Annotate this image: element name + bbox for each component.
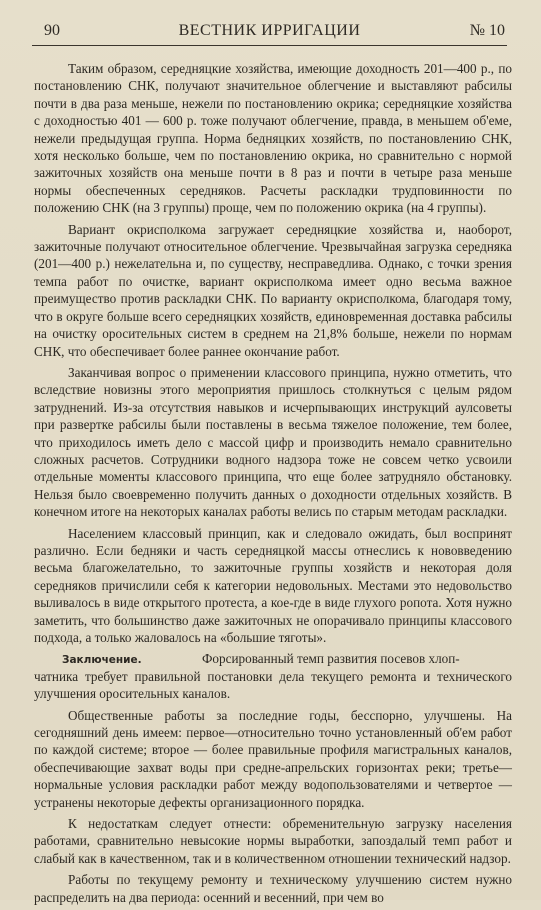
paragraph: Населением классовый принцип, как и следовало ожидать, был воспринят различно. Если бедняки и часть середняцкой массы отнеслись к нововведению весьма благожелательно, то зажиточные группы хозяйств и некоторая доля середняков причислили себя к категории недовольных. Местами это недовольство выливалось в виде открытого протеста, а кое-где в виде глухого ропота. Хотя нужно заметить, что большинство даже зажиточных не опорачивало принципы классового подхода, а только жаловалось на «большие тяготы». (34, 525, 512, 645)
conclusion-rest: чатника требует правильной постановки дела текущего ремонта и технического улучшения оросительных каналов. (34, 668, 512, 702)
paragraph: Работы по текущему ремонту и техническому улучшению систем нужно распределить на два периода: осенний и весенний, при чем во (34, 872, 512, 905)
article-body (34, 60, 512, 910)
section-heading: Заключение. (62, 654, 142, 667)
paragraph: Таким образом, середняцкие хозяйства, имеющие доходность 201—400 р., по постановлению СНК, получают значительное облегчение и выставляют рабсилы почти в два раза меньше, нежели по постановлению окрика; середняцкие хозяйства с доходностью 401 — 600 р. тоже получают облегчение, правда, в меньшем об'еме, нежели предыдущая группа. Норма бедняцких хозяйств, по постановлению СНК, хотя несколько больше, чем по постановлению окрика, но сравнительно с нормой зажиточных хозяйств она меньше почти в 8 раз и почти в четыре раза меньше нормы обеспеченных середняков. Расчеты раскладки трудповинности по положению СНК (на 3 группы) проще, чем по положению окрика (на 4 группы). (34, 61, 512, 216)
page-number: 90 (44, 22, 60, 39)
paragraph: К недостаткам следует отнести: обременительную загрузку населения работами, сравнительно невысокие нормы выработки, запоздалый темп работ и слабый как в качественном, так и в количественном отношении технический надзор. (34, 816, 512, 866)
running-header (34, 22, 505, 46)
header-rule (32, 45, 507, 46)
paragraph: Заканчивая вопрос о применении классового принципа, нужно отметить, что вследствие новизны этого мероприятия пришлось столкнуться с целым рядом затруднений. Из-за отсутствия навыков и исчерпывающих инструкций аулсоветы при развертке рабсилы были поставлены в весьма тяжелое положение, тем более, что приходилось иметь дело с массой цифр и производить немало сравнительно сложных расчетов. Сотрудники водного надзора тоже не совсем четко усвоили отдельные моменты классового принципа, что еще более затрудняло обстановку. Нельзя было своевременно получить данных о доходности отдельных хозяйств. В конечном итоге на некоторых каналах работы велись по старым методам раскладки. (34, 364, 512, 520)
paragraph: Вариант окрисполкома загружает середняцкие хозяйства и, наоборот, зажиточные получают относительное облегчение. Чрезвычайная загрузка середняка (201—400 р.) нежелательна и, по существу, несправедлива. Однако, с точки зрения темпа работ по очистке, вариант окрисполкома имеет одно весьма важное преимущество против раскладки СНК. По варианту окрисполкома, благодаря тому, что в округе больше всего середняцких хозяйств, единовременная доставка рабсилы на очистку оросительных систем в среднем на 21,8% больше, нежели по нормам СНК, что обеспечивает более раннее окончание работ. (34, 221, 512, 359)
journal-title: ВЕСТНИК ИРРИГАЦИИ (178, 22, 361, 39)
conclusion-section (34, 650, 512, 702)
issue-number: № 10 (469, 22, 505, 39)
conclusion-first-line: Форсированный темп развития посевов хлоп- (202, 651, 460, 667)
paragraph: Общественные работы за последние годы, бесспорно, улучшены. На сегодняшний день имеем: первое—относительно точно установленный об'ем работ по каждой системе; второе — более правильные профиля магистральных каналов, обеспечивающие захват воды при средне-апрельских горизонтах реки; третье—нормальные условия раскладки работ между водопользователями и четвертое — устранены некоторые дефекты организационного порядка. (34, 707, 512, 810)
